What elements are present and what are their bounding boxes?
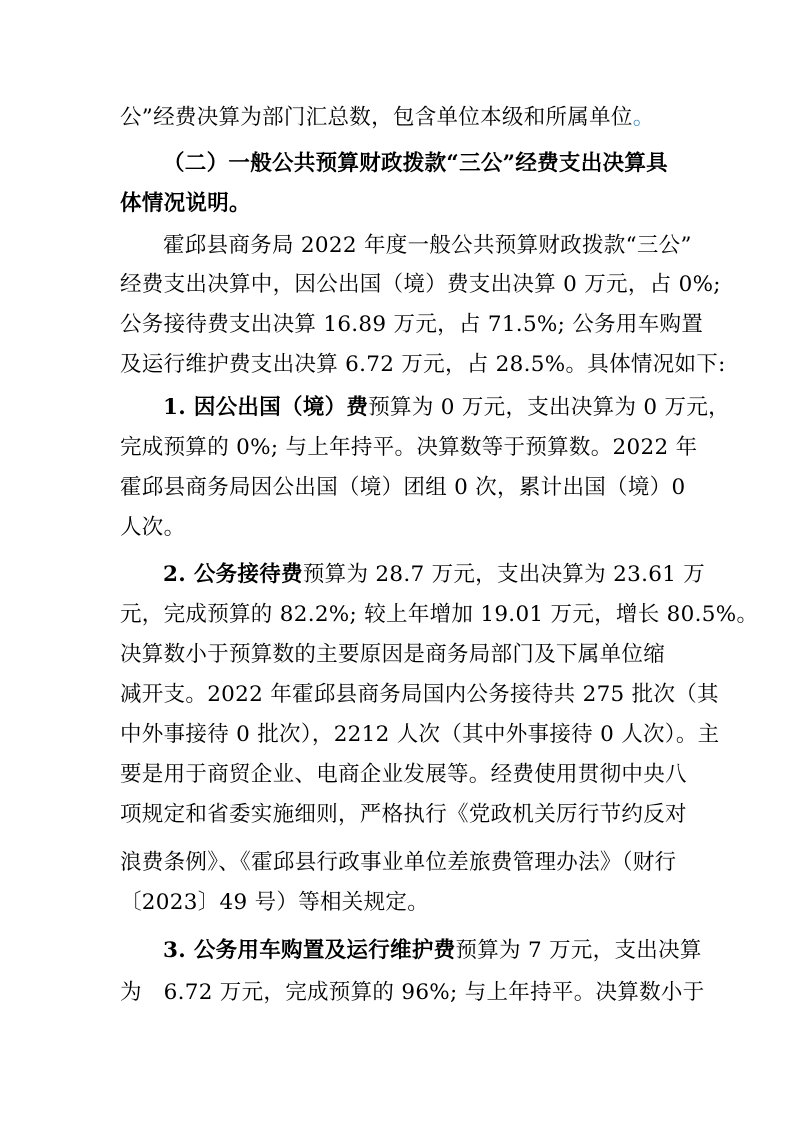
paragraph-line: 元，完成预算的 82.2%; 较上年增加 19.01 万元，增长 80.5%。 [120, 602, 759, 627]
paragraph-line: 完成预算的 0%; 与上年持平。决算数等于预算数。2022 年 [120, 435, 698, 460]
item-2-line [163, 560, 705, 590]
paragraph-line: 决算数小于预算数的主要原因是商务局部门及下属单位缩 [120, 642, 666, 667]
line-end-mark: 。 [632, 105, 655, 130]
line-text: 公”经费决算为部门汇总数，包含单位本级和所属单位 [120, 105, 633, 130]
paragraph-line [120, 103, 655, 133]
section-heading-cont: 体情况说明。 [120, 191, 251, 216]
item-2-text: 预算为 28.7 万元，支出决算为 23.61 万 [302, 562, 706, 587]
paragraph-line: 人次。 [120, 515, 186, 540]
paragraph-line: 及运行维护费支出决算 6.72 万元，占 28.5%。具体情况如下: [120, 352, 726, 377]
item-3-line [163, 936, 702, 966]
item-3-heading: 3. 公务用车购置及运行维护费 [163, 938, 456, 963]
item-2-heading: 2. 公务接待费 [163, 562, 303, 587]
paragraph-line: 中外事接待 0 批次），2212 人次（其中外事接待 0 人次）。主 [120, 722, 720, 747]
paragraph-line: 要是用于商贸企业、电商企业发展等。经费使用贯彻中央八 [120, 762, 687, 787]
item-1-line [163, 393, 730, 423]
paragraph-line: 项规定和省委实施细则，严格执行《党政机关厉行节约反对 [120, 802, 687, 827]
paragraph-line: 经费支出决算中，因公出国（境）费支出决算 0 万元，占 0%; [120, 272, 721, 297]
paragraph-line: 霍邱县商务局因公出国（境）团组 0 次，累计出国（境）0 [120, 475, 686, 500]
paragraph-line: 为 6.72 万元，完成预算的 96%; 与上年持平。决算数小于 [120, 980, 705, 1005]
paragraph-line: 浪费条例》、《霍邱县行政事业单位差旅费管理办法》（财行 [120, 850, 677, 875]
section-heading: （二）一般公共预算财政拨款“三公”经费支出决算具 [163, 151, 668, 176]
paragraph-line: 公务接待费支出决算 16.89 万元，占 71.5%; 公务用车购置 [120, 312, 704, 337]
paragraph-line: 〔2023〕49 号）等相关规定。 [120, 890, 430, 915]
item-1-heading: 1. 因公出国（境）费 [163, 395, 369, 420]
paragraph-line: 霍邱县商务局 2022 年度一般公共预算财政拨款“三公” [163, 233, 692, 258]
paragraph-line: 减开支。2022 年霍邱县商务局国内公务接待共 275 批次（其 [120, 682, 719, 707]
item-1-text: 预算为 0 万元，支出决算为 0 万元， [368, 395, 730, 420]
item-3-text: 预算为 7 万元，支出决算 [455, 938, 702, 963]
